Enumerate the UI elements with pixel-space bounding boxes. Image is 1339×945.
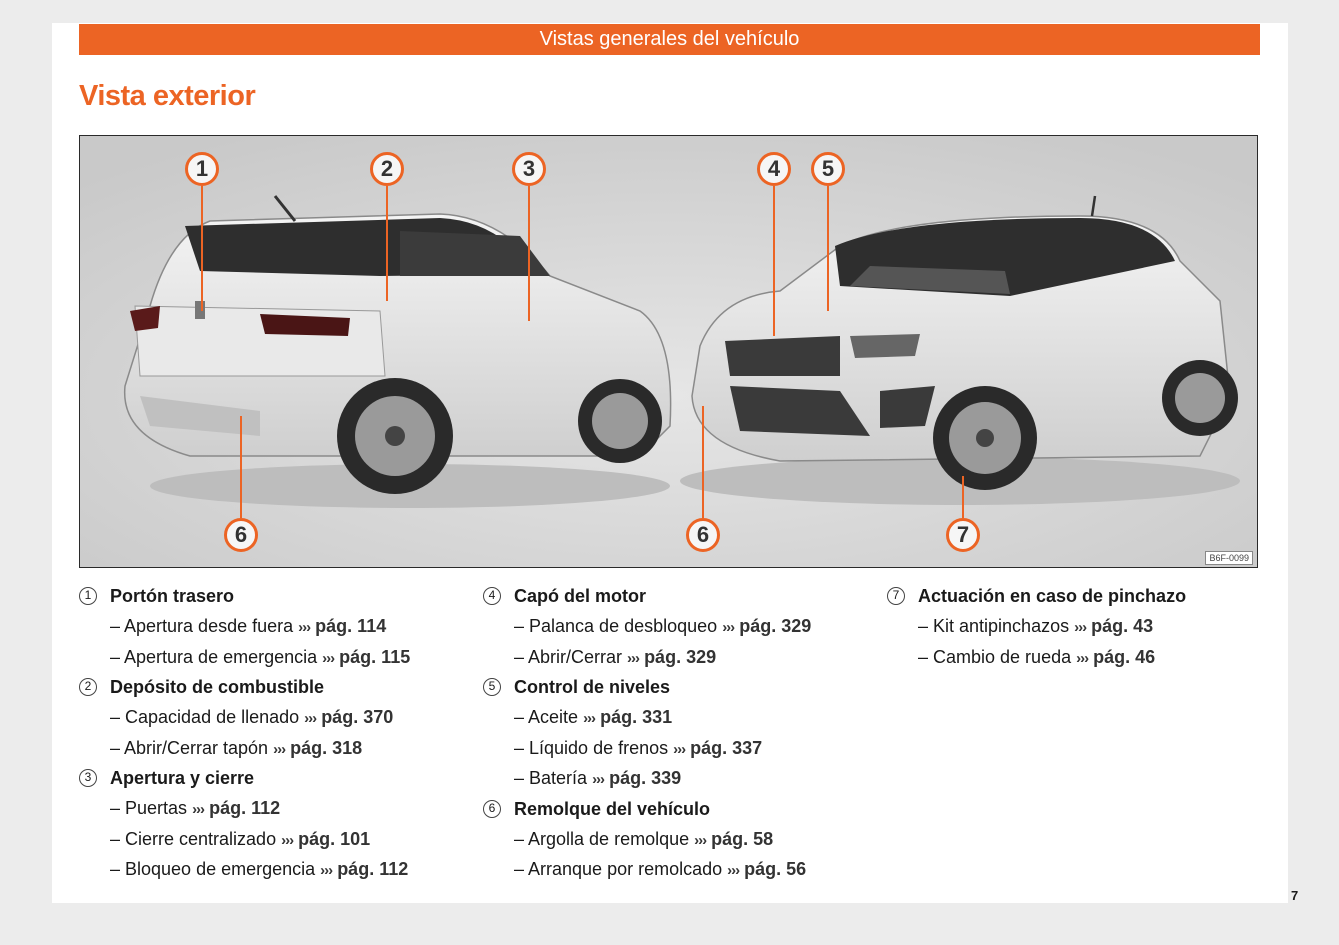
legend-column-3: [887, 585, 1187, 676]
page-ref-link[interactable]: pág. 331: [600, 707, 673, 727]
callout-4: 4: [757, 152, 791, 186]
callout-1: 1: [185, 152, 219, 186]
callout-5: 5: [811, 152, 845, 186]
page-ref-link[interactable]: pág. 58: [711, 828, 774, 849]
item-title: Portón trasero: [110, 586, 235, 606]
callout-3: 3: [512, 152, 546, 186]
legend-subitem: – Abrir/Cerrar ››› pág. 329: [514, 646, 717, 667]
leader-line-4: [773, 186, 775, 336]
page-ref-link[interactable]: pág. 46: [1093, 646, 1156, 667]
page-ref-link[interactable]: pág. 337: [690, 737, 763, 758]
legend-subitem: – Abrir/Cerrar tapón ››› pág. 318: [110, 737, 363, 758]
legend-subitem: – Apertura de emergencia ››› pág. 115: [110, 646, 411, 667]
item-number: 1: [79, 587, 97, 605]
car-illustration: [80, 136, 1258, 568]
item-title: Depósito de combustible: [110, 677, 325, 697]
page-ref-link[interactable]: pág. 112: [209, 798, 281, 818]
legend-item-1: [79, 585, 410, 615]
callout-7: 7: [946, 518, 980, 552]
legend-subitem: – Bloqueo de emergencia ››› pág. 112: [110, 859, 409, 879]
leader-line-5: [827, 186, 829, 311]
page-ref-link[interactable]: pág. 43: [1091, 616, 1154, 636]
legend-item-7: [887, 585, 1187, 615]
item-number: 3: [79, 769, 97, 787]
item-title: Control de niveles: [514, 677, 671, 697]
legend-subitem: – Aceite ››› pág. 331: [514, 707, 673, 727]
legend-item-5: [483, 676, 811, 706]
item-number: 4: [483, 587, 501, 605]
leader-line-7: [962, 476, 964, 518]
item-number: 6: [483, 800, 501, 818]
callout-6-front: 6: [686, 518, 720, 552]
legend-subitem: – Arranque por remolcado ››› pág. 56: [514, 859, 807, 879]
legend-subitem: – Líquido de frenos ››› pág. 337: [514, 737, 763, 758]
legend-subitem: – Apertura desde fuera ››› pág. 114: [110, 616, 387, 636]
page-ref-link[interactable]: pág. 329: [739, 616, 812, 636]
page-ref-link[interactable]: pág. 329: [644, 646, 717, 667]
legend-subitem: – Puertas ››› pág. 112: [110, 798, 281, 818]
item-title: Actuación en caso de pinchazo: [918, 586, 1187, 606]
page-number: 7: [1291, 888, 1299, 903]
item-title: Apertura y cierre: [110, 768, 255, 788]
page-ref-link[interactable]: pág. 370: [321, 707, 394, 727]
page-ref-link[interactable]: pág. 318: [290, 737, 363, 758]
page-ref-link[interactable]: pág. 56: [744, 859, 807, 879]
legend-item-4: [483, 585, 811, 615]
legend-column-2: [483, 585, 811, 889]
page-ref-link[interactable]: pág. 115: [339, 646, 411, 667]
leader-line-6b: [702, 406, 704, 518]
page-ref-link[interactable]: pág. 339: [609, 768, 682, 788]
legend-subitem: – Cierre centralizado ››› pág. 101: [110, 828, 371, 849]
page-ref-link[interactable]: pág. 101: [298, 828, 371, 849]
leader-line-1: [201, 186, 203, 311]
leader-line-3: [528, 186, 530, 321]
item-title: Remolque del vehículo: [514, 798, 711, 819]
legend-item-3: [79, 767, 410, 797]
legend-item-2: [79, 676, 410, 706]
legend-subitem: – Argolla de remolque ››› pág. 58: [514, 828, 774, 849]
item-number: 2: [79, 678, 97, 696]
page-ref-link[interactable]: pág. 112: [337, 859, 409, 879]
leader-line-6a: [240, 416, 242, 518]
item-title: Capó del motor: [514, 586, 647, 606]
legend-subitem: – Palanca de desbloqueo ››› pág. 329: [514, 616, 812, 636]
callout-6-rear: 6: [224, 518, 258, 552]
page-ref-link[interactable]: pág. 114: [315, 616, 387, 636]
figure-code: B6F-0099: [1205, 551, 1253, 565]
item-number: 7: [887, 587, 905, 605]
legend-subitem: – Batería ››› pág. 339: [514, 768, 682, 788]
section-header: Vistas generales del vehículo: [79, 24, 1260, 55]
vehicle-exterior-figure: [79, 135, 1258, 568]
legend-subitem: – Capacidad de llenado ››› pág. 370: [110, 707, 394, 727]
item-number: 5: [483, 678, 501, 696]
legend-subitem: – Cambio de rueda ››› pág. 46: [918, 646, 1156, 667]
page-title: Vista exterior: [79, 80, 256, 112]
legend-subitem: – Kit antipinchazos ››› pág. 43: [918, 616, 1154, 636]
legend-item-6: [483, 798, 811, 828]
legend-column-1: [79, 585, 410, 889]
callout-2: 2: [370, 152, 404, 186]
leader-line-2: [386, 186, 388, 301]
